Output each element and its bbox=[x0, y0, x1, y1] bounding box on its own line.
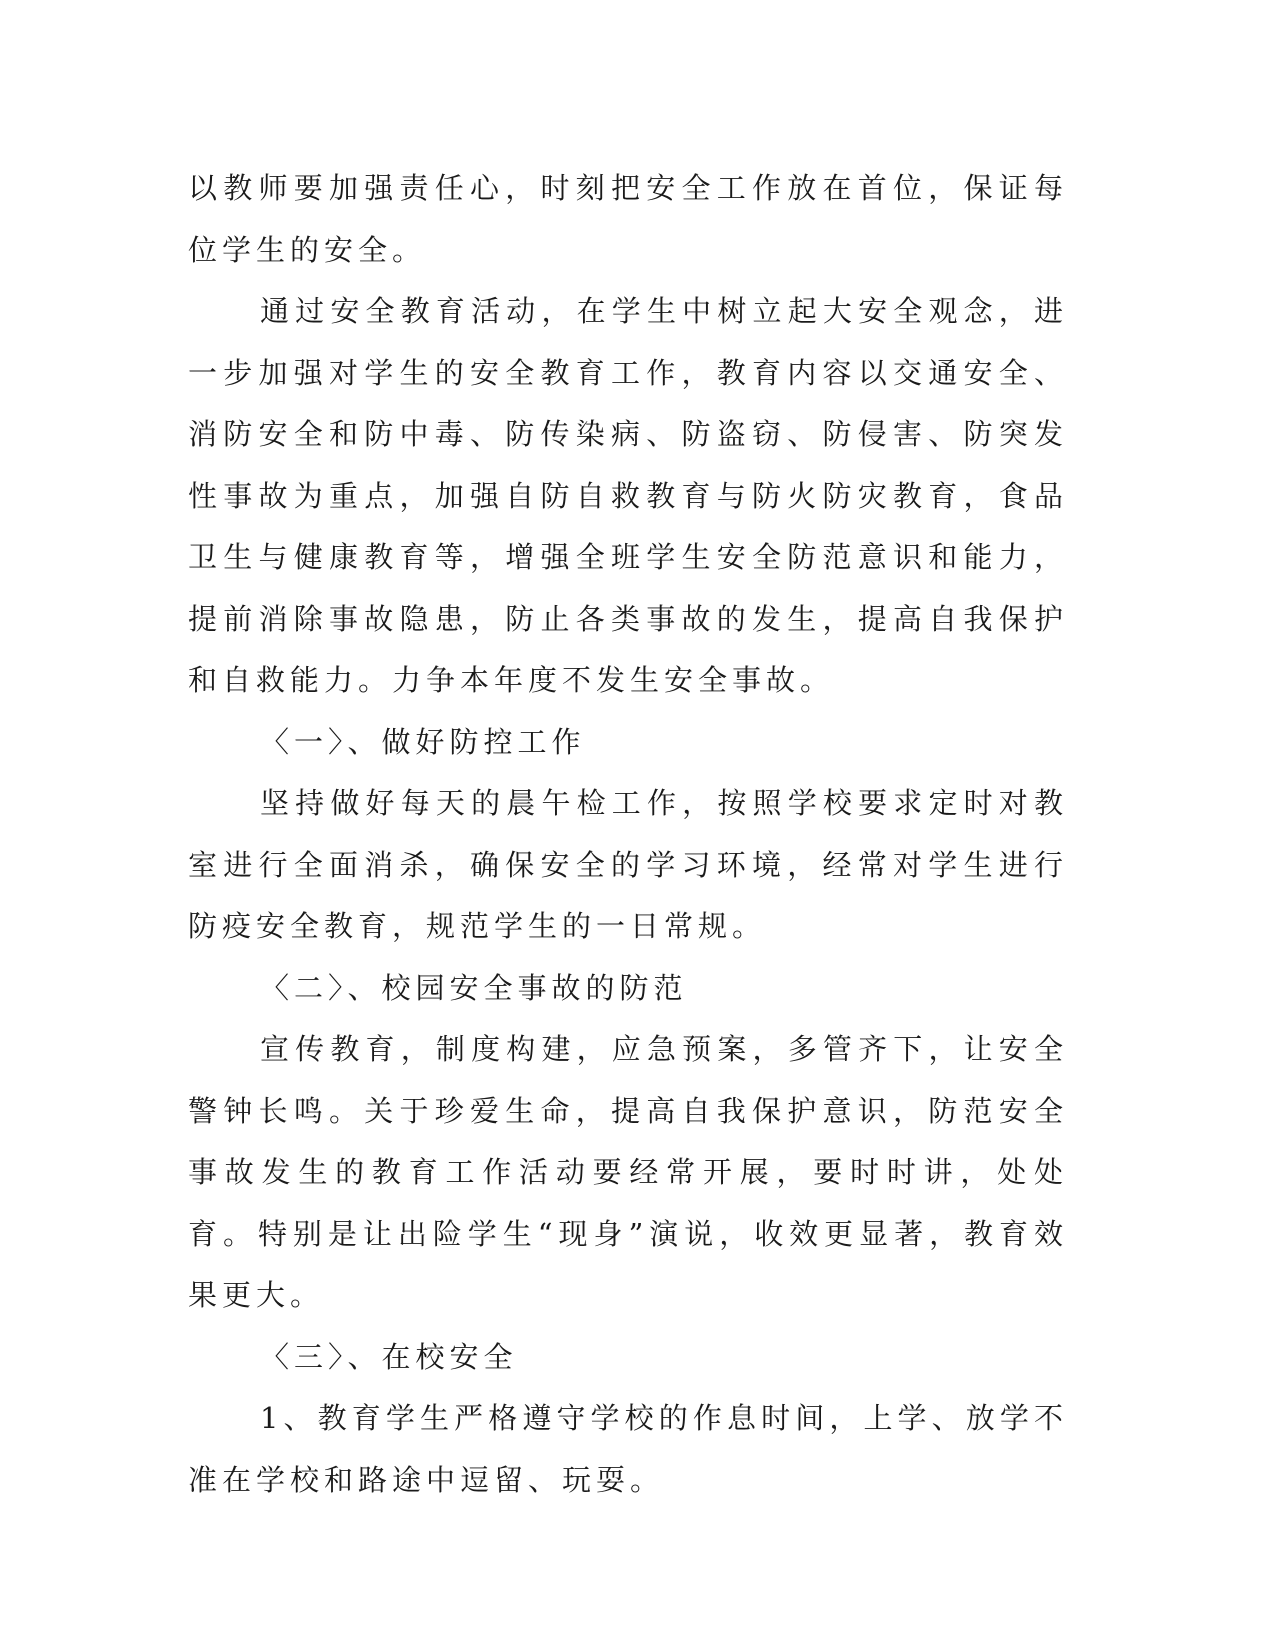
section-heading-3: 〈三〉、在校安全 bbox=[260, 1339, 518, 1374]
paragraph-safety-education: 通过安全教育活动，在学生中树立起大安全观念，进一步加强对学生的安全教育工作，教育内容以交通安全、消防安全和防中毒、防传染病、防盗窃、防侵害、防突发性事故为重点，加强自防自救教育与防火防灾教育，食品卫生与健康教育等，增强全班学生安全防范意识和能力，提前消除事故隐患，防止各类事故的发生，提高自我保护和自救能力。力争本年度不发生安全事故。 bbox=[188, 294, 1068, 697]
section-heading-1: 〈一〉、做好防控工作 bbox=[260, 724, 586, 759]
paragraph-campus-safety: 宣传教育，制度构建，应急预案，多管齐下，让安全警钟长鸣。关于珍爱生命，提高自我保护意识，防范安全事故发生的教育工作活动要经常开展，要时时讲，处处育。特别是让出险学生“现身”演说，收效更显著，教育效果更大。 bbox=[188, 1032, 1068, 1312]
document-body bbox=[188, 158, 1068, 1511]
paragraph-school-schedule: 1、教育学生严格遵守学校的作息时间，上学、放学不准在学校和路途中逗留、玩耍。 bbox=[188, 1401, 1068, 1497]
section-heading-2: 〈二〉、校园安全事故的防范 bbox=[260, 970, 688, 1005]
paragraph-prevention-control: 坚持做好每天的晨午检工作，按照学校要求定时对教室进行全面消杀，确保安全的学习环境，经常对学生进行防疫安全教育，规范学生的一日常规。 bbox=[188, 786, 1068, 943]
paragraph-continuation: 以教师要加强责任心，时刻把安全工作放在首位，保证每位学生的安全。 bbox=[188, 171, 1068, 267]
